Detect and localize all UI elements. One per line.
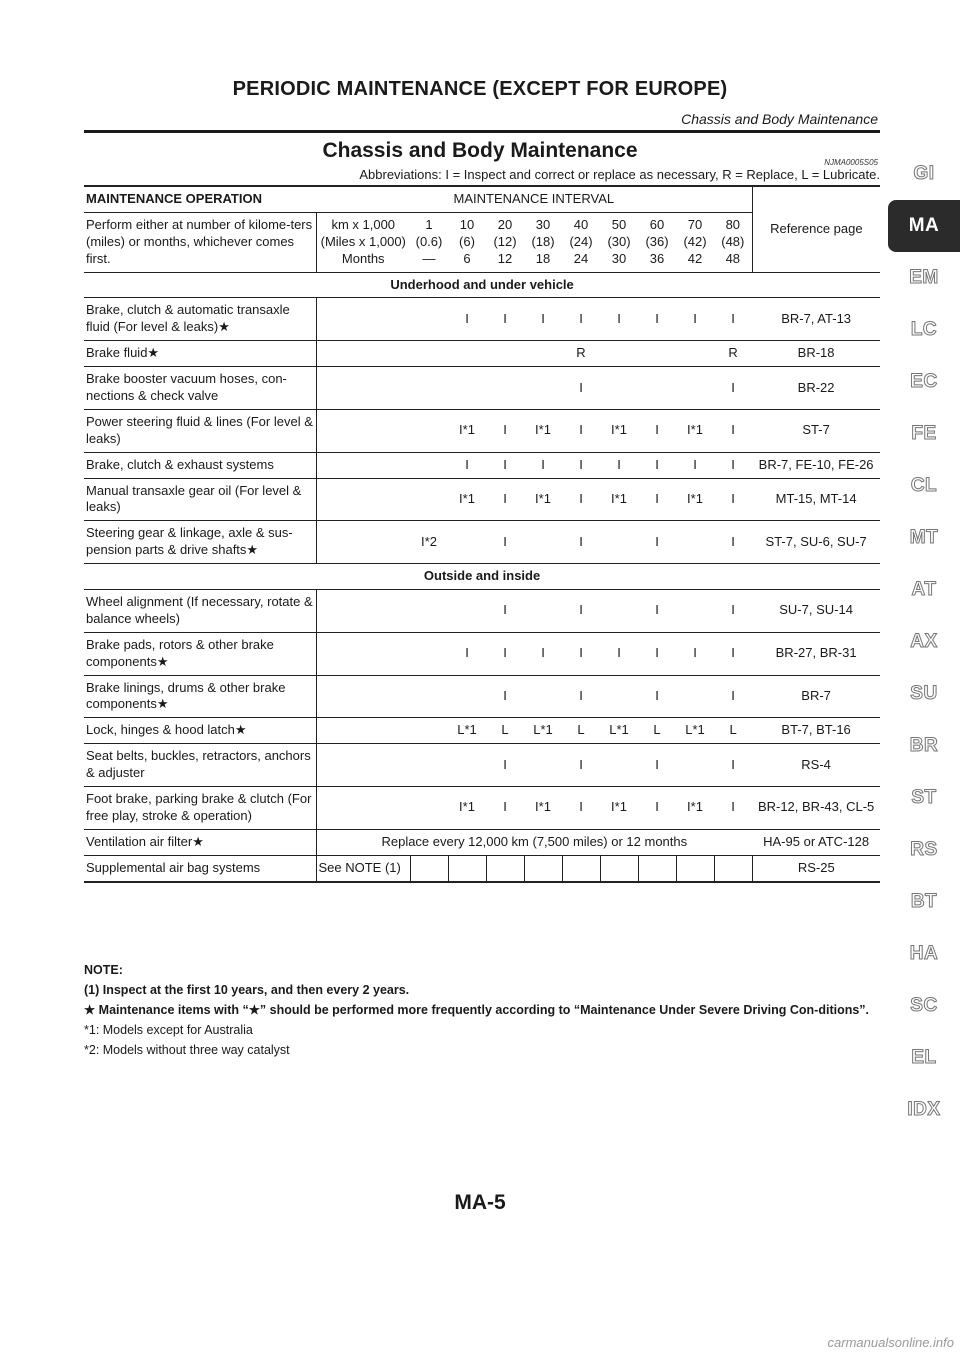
table-row — [84, 855, 880, 881]
section-tab-su[interactable]: SU — [910, 683, 938, 704]
interval-value: I — [562, 409, 600, 452]
interval-value — [316, 409, 410, 452]
watermark: carmanualsonline.info — [827, 1335, 954, 1350]
interval-value: L — [562, 718, 600, 744]
interval-miles: (42) — [683, 233, 707, 249]
section-tab-br[interactable]: BR — [909, 735, 939, 756]
section-tab-em[interactable]: EM — [909, 267, 939, 288]
interval-value: I — [486, 452, 524, 478]
interval-value: I — [714, 675, 752, 718]
interval-miles: (6) — [459, 233, 475, 249]
interval-value: I — [486, 409, 524, 452]
interval-km: 70 — [687, 216, 703, 232]
section-outside-label: Outside and inside — [84, 564, 880, 590]
interval-value — [600, 675, 638, 718]
interval-value: I — [524, 298, 562, 341]
interval-months: 18 — [535, 250, 551, 266]
interval-value: I — [638, 787, 676, 830]
interval-value: I — [638, 675, 676, 718]
op-name: Seat belts, buckles, retractors, anchors & adjuster — [84, 744, 316, 787]
interval-value: I*2 — [410, 521, 448, 564]
interval-value — [410, 409, 448, 452]
interval-value — [316, 367, 410, 410]
interval-value: I — [562, 590, 600, 633]
table-row — [84, 744, 880, 787]
interval-value: L*1 — [448, 718, 486, 744]
reference-page: BR-18 — [752, 341, 880, 367]
interval-value: I — [676, 298, 714, 341]
interval-value — [316, 744, 410, 787]
interval-value: I — [676, 632, 714, 675]
abbreviations-line: Abbreviations: I = Inspect and correct or replace as necessary, R = Replace, L = Lubricate. — [359, 167, 880, 182]
units-text: km x 1,000 (Miles x 1,000) Months — [316, 212, 410, 272]
reference-page: BR-7, FE-10, FE-26 — [752, 452, 880, 478]
section-tab-at[interactable]: AT — [911, 579, 937, 600]
interval-value — [486, 855, 524, 881]
interval-value: I — [448, 452, 486, 478]
interval-value — [524, 744, 562, 787]
interval-value — [316, 298, 410, 341]
interval-value: I — [486, 298, 524, 341]
interval-value — [410, 367, 448, 410]
interval-cell — [714, 212, 752, 272]
section-tab-mt[interactable]: MT — [909, 527, 939, 548]
interval-value: I — [486, 478, 524, 521]
interval-value — [316, 521, 410, 564]
interval-value: I — [562, 632, 600, 675]
interval-months: 30 — [611, 250, 627, 266]
interval-value — [410, 341, 448, 367]
interval-value — [676, 521, 714, 564]
reference-page: BR-7, AT-13 — [752, 298, 880, 341]
col-op-label: MAINTENANCE OPERATION — [84, 186, 316, 212]
interval-value: I — [638, 632, 676, 675]
interval-value — [524, 367, 562, 410]
interval-value — [410, 718, 448, 744]
reference-page: RS-4 — [752, 744, 880, 787]
interval-value: I — [638, 478, 676, 521]
interval-value: I — [486, 632, 524, 675]
page-header-subtitle: Chassis and Body Maintenance — [681, 111, 878, 127]
section-outside — [84, 564, 880, 590]
table-row — [84, 298, 880, 341]
table-row — [84, 787, 880, 830]
interval-km: 30 — [535, 216, 551, 232]
interval-value — [600, 341, 638, 367]
section-tab-lc[interactable]: LC — [910, 319, 938, 340]
interval-value: I*1 — [600, 787, 638, 830]
interval-value: I — [600, 632, 638, 675]
table-row — [84, 367, 880, 410]
interval-value — [410, 855, 448, 881]
page-header-title: PERIODIC MAINTENANCE (EXCEPT FOR EUROPE) — [232, 78, 728, 100]
interval-cell — [600, 212, 638, 272]
op-name: Brake fluid★ — [84, 341, 316, 367]
interval-value: I — [714, 521, 752, 564]
section-tab-gi[interactable]: GI — [913, 163, 935, 184]
interval-cell — [448, 212, 486, 272]
interval-value — [486, 341, 524, 367]
interval-value: I*1 — [600, 478, 638, 521]
interval-months: 24 — [573, 250, 589, 266]
op-name: Brake pads, rotors & other brake components★ — [84, 632, 316, 675]
op-name: Brake, clutch & automatic transaxle fluid (For level & leaks)★ — [84, 298, 316, 341]
section-tab-bt[interactable]: BT — [910, 891, 938, 912]
interval-value — [448, 590, 486, 633]
table-row — [84, 478, 880, 521]
interval-km: 50 — [611, 216, 627, 232]
footnote-2: *2: Models without three way catalyst — [84, 1042, 290, 1057]
op-name: Wheel alignment (If necessary, rotate & balance wheels) — [84, 590, 316, 633]
section-tab-rs[interactable]: RS — [910, 839, 938, 860]
section-underhood — [84, 272, 880, 298]
interval-value: I*1 — [448, 409, 486, 452]
interval-value: I — [562, 744, 600, 787]
op-name: Power steering fluid & lines (For level & leaks) — [84, 409, 316, 452]
interval-cell — [562, 212, 600, 272]
interval-value — [410, 478, 448, 521]
interval-value: I — [638, 298, 676, 341]
interval-value: I — [448, 632, 486, 675]
interval-value — [316, 787, 410, 830]
section-tab-el[interactable]: EL — [911, 1047, 937, 1068]
interval-value: I — [714, 367, 752, 410]
reference-page: BT-7, BT-16 — [752, 718, 880, 744]
interval-value: I*1 — [676, 787, 714, 830]
interval-value — [524, 590, 562, 633]
interval-km: 1 — [425, 216, 433, 232]
interval-value: I — [714, 590, 752, 633]
interval-value: I — [638, 521, 676, 564]
interval-km: 20 — [497, 216, 513, 232]
interval-value: I*1 — [676, 409, 714, 452]
interval-months: 6 — [463, 250, 471, 266]
footnote-1: *1: Models except for Australia — [84, 1022, 253, 1037]
interval-value — [676, 675, 714, 718]
interval-value: I — [638, 590, 676, 633]
interval-value: See NOTE (1) — [316, 855, 410, 881]
interval-value — [410, 590, 448, 633]
interval-value — [676, 744, 714, 787]
interval-miles: (36) — [645, 233, 669, 249]
reference-page: SU-7, SU-14 — [752, 590, 880, 633]
interval-value: I — [638, 452, 676, 478]
interval-value: I — [524, 452, 562, 478]
section-underhood-label: Underhood and under vehicle — [84, 272, 880, 298]
interval-value: R — [714, 341, 752, 367]
interval-value — [600, 590, 638, 633]
page-number: MA-5 — [454, 1191, 506, 1214]
interval-value — [676, 367, 714, 410]
interval-value: L — [714, 718, 752, 744]
section-tab-sc[interactable]: SC — [910, 995, 938, 1016]
interval-value — [316, 452, 410, 478]
interval-value: I — [714, 632, 752, 675]
section-tab-fe[interactable]: FE — [911, 423, 937, 444]
table-row — [84, 718, 880, 744]
op-name: Brake, clutch & exhaust systems — [84, 452, 316, 478]
interval-value: I — [486, 787, 524, 830]
interval-value: I — [562, 521, 600, 564]
interval-value: I*1 — [448, 478, 486, 521]
interval-value: I — [714, 744, 752, 787]
op-name: Steering gear & linkage, axle & sus-pension parts & drive shafts★ — [84, 521, 316, 564]
table-header-row — [84, 186, 880, 212]
interval-months: 36 — [649, 250, 665, 266]
interval-value: I — [486, 744, 524, 787]
section-tab-idx[interactable]: IDX — [907, 1099, 941, 1120]
table-row — [84, 409, 880, 452]
interval-value — [448, 855, 486, 881]
interval-value — [524, 855, 562, 881]
interval-value — [316, 632, 410, 675]
table-row — [84, 632, 880, 675]
interval-value — [316, 590, 410, 633]
section-tab-st[interactable]: ST — [911, 787, 937, 808]
reference-page: HA-95 or ATC-128 — [752, 829, 880, 855]
op-name: Supplemental air bag systems — [84, 855, 316, 881]
interval-value — [600, 744, 638, 787]
interval-value — [410, 632, 448, 675]
interval-value — [676, 341, 714, 367]
interval-miles: (48) — [721, 233, 745, 249]
interval-value — [410, 675, 448, 718]
interval-value — [600, 367, 638, 410]
interval-months: 48 — [725, 250, 741, 266]
interval-value — [524, 521, 562, 564]
notes-heading: NOTE: — [84, 963, 123, 977]
interval-months: 12 — [497, 250, 513, 266]
interval-value: L*1 — [600, 718, 638, 744]
interval-value — [676, 855, 714, 881]
interval-km: 80 — [725, 216, 741, 232]
interval-miles: (24) — [569, 233, 593, 249]
interval-value: I — [486, 521, 524, 564]
interval-value — [410, 787, 448, 830]
reference-page: ST-7 — [752, 409, 880, 452]
interval-value: I — [562, 298, 600, 341]
table-row — [84, 452, 880, 478]
section-tab-cl[interactable]: CL — [910, 475, 938, 496]
interval-miles: (18) — [531, 233, 555, 249]
interval-miles: (12) — [493, 233, 517, 249]
interval-value: I — [676, 452, 714, 478]
table-row — [84, 829, 880, 855]
op-name: Foot brake, parking brake & clutch (For free play, stroke & operation) — [84, 787, 316, 830]
interval-value: I — [562, 367, 600, 410]
interval-km: 10 — [459, 216, 475, 232]
reference-page: ST-7, SU-6, SU-7 — [752, 521, 880, 564]
interval-value — [600, 855, 638, 881]
interval-value — [448, 341, 486, 367]
interval-km: 60 — [649, 216, 665, 232]
interval-value — [524, 675, 562, 718]
interval-value: L — [486, 718, 524, 744]
reference-page: MT-15, MT-14 — [752, 478, 880, 521]
interval-value: I — [486, 590, 524, 633]
section-title: Chassis and Body Maintenance — [322, 139, 638, 162]
star-note: ★ Maintenance items with “★” should be performed more frequently according to “Maintenance Under Severe Driving Con-ditions”. — [84, 1002, 870, 1017]
interval-value — [448, 675, 486, 718]
table-row — [84, 521, 880, 564]
interval-value: I — [638, 409, 676, 452]
note-1: (1) Inspect at the first 10 years, and then every 2 years. — [84, 982, 410, 997]
interval-value: I — [638, 744, 676, 787]
interval-value — [714, 855, 752, 881]
interval-value — [562, 855, 600, 881]
interval-value: L*1 — [524, 718, 562, 744]
interval-value — [410, 298, 448, 341]
interval-value: I — [562, 452, 600, 478]
op-name: Lock, hinges & hood latch★ — [84, 718, 316, 744]
interval-miles: (0.6) — [415, 233, 443, 249]
interval-value — [316, 675, 410, 718]
interval-value — [638, 855, 676, 881]
interval-value: I — [714, 478, 752, 521]
section-id: NJMA0005S05 — [824, 158, 878, 167]
reference-page: BR-7 — [752, 675, 880, 718]
interval-value: I*1 — [448, 787, 486, 830]
table-row — [84, 590, 880, 633]
op-name: Brake booster vacuum hoses, con-nections & check valve — [84, 367, 316, 410]
interval-value — [638, 367, 676, 410]
interval-cell — [486, 212, 524, 272]
interval-value: I — [448, 298, 486, 341]
interval-value: I — [562, 675, 600, 718]
notes-section — [84, 962, 880, 1061]
interval-value — [524, 341, 562, 367]
interval-months: — — [422, 250, 436, 266]
interval-value: I — [714, 452, 752, 478]
interval-value — [486, 367, 524, 410]
interval-value: I — [600, 298, 638, 341]
table-row — [84, 675, 880, 718]
interval-value — [410, 452, 448, 478]
section-tab-ax[interactable]: AX — [910, 631, 938, 652]
interval-value: I — [562, 787, 600, 830]
section-tab-ma[interactable]: MA — [888, 200, 960, 252]
col-interval-label: MAINTENANCE INTERVAL — [316, 186, 752, 212]
interval-value: Replace every 12,000 km (7,500 miles) or 12 months — [316, 829, 752, 855]
op-name: Brake linings, drums & other brake components★ — [84, 675, 316, 718]
interval-months: 42 — [687, 250, 703, 266]
interval-value: I — [486, 675, 524, 718]
interval-value: L — [638, 718, 676, 744]
interval-value: I — [714, 298, 752, 341]
table-row — [84, 341, 880, 367]
section-tab-ha[interactable]: HA — [909, 943, 939, 964]
interval-cell — [524, 212, 562, 272]
interval-value: I*1 — [524, 787, 562, 830]
section-tab-ec[interactable]: EC — [910, 371, 938, 392]
interval-value: I — [714, 787, 752, 830]
interval-value: I*1 — [524, 409, 562, 452]
reference-page: BR-22 — [752, 367, 880, 410]
interval-value: I*1 — [676, 478, 714, 521]
interval-value: I*1 — [524, 478, 562, 521]
reference-page: BR-12, BR-43, CL-5 — [752, 787, 880, 830]
reference-page: BR-27, BR-31 — [752, 632, 880, 675]
interval-km: 40 — [573, 216, 589, 232]
interval-value — [448, 367, 486, 410]
interval-value — [316, 478, 410, 521]
col-ref-label: Reference page — [752, 186, 880, 272]
interval-value: I — [600, 452, 638, 478]
interval-value: L*1 — [676, 718, 714, 744]
interval-miles: (30) — [607, 233, 631, 249]
interval-value — [410, 744, 448, 787]
maintenance-table — [84, 185, 880, 883]
interval-value: R — [562, 341, 600, 367]
interval-value — [316, 718, 410, 744]
interval-value — [600, 521, 638, 564]
interval-value — [316, 341, 410, 367]
op-name: Ventilation air filter★ — [84, 829, 316, 855]
interval-cell — [676, 212, 714, 272]
interval-value — [448, 744, 486, 787]
op-name: Manual transaxle gear oil (For level & leaks) — [84, 478, 316, 521]
perform-text: Perform either at number of kilome-ters (miles) or months, whichever comes first. — [84, 212, 316, 272]
interval-cell — [638, 212, 676, 272]
interval-value — [676, 590, 714, 633]
interval-value: I — [562, 478, 600, 521]
interval-cell — [410, 212, 448, 272]
interval-value — [448, 521, 486, 564]
interval-value: I — [714, 409, 752, 452]
section-tab-sidebar — [888, 148, 960, 1136]
reference-page: RS-25 — [752, 855, 880, 881]
interval-value — [638, 341, 676, 367]
interval-value: I*1 — [600, 409, 638, 452]
interval-value: I — [524, 632, 562, 675]
header-rule — [84, 130, 880, 133]
